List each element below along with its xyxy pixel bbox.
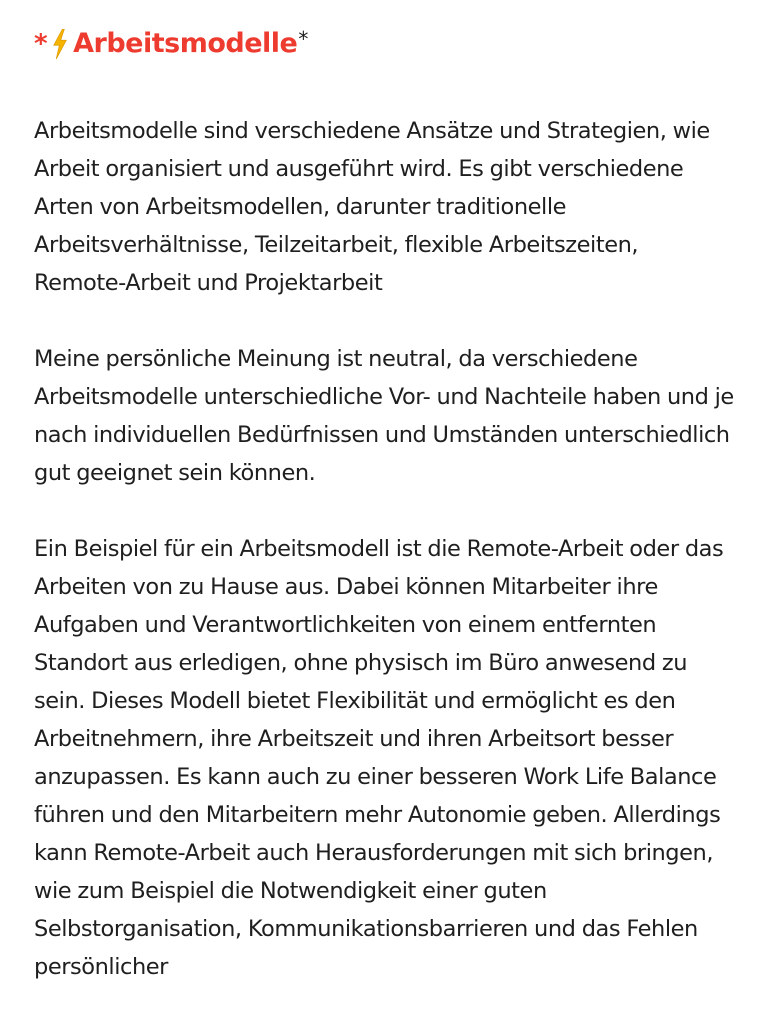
heading [34, 24, 734, 64]
paragraph-example: Ein Beispiel für ein Arbeitsmodell ist die Remote-Arbeit oder das Arbeiten von zu Hause aus. Dabei können Mitarbeiter ihre Aufgaben und Verantwortlichkeiten von einem entfernten Standort aus erledigen, ohne physisch im Büro anwesend zu sein. Dieses Modell bietet Flexibilität und ermöglicht es den Arbeitnehmern, ihre Arbeitszeit und ihren Arbeitsort besser anzupassen. Es kann auch zu einer besseren Work Life Balance führen und den Mitarbeitern mehr Autonomie geben. Allerdings kann Remote-Arbeit auch Herausforderungen mit sich bringen, wie zum Beispiel die Notwendigkeit einer guten Selbstorganisation, Kommunikationsbarrieren und das Fehlen persönlicher [34, 536, 724, 980]
lightning-bolt-icon [51, 24, 69, 64]
paragraph-opinion: Meine persönliche Meinung ist neutral, da verschiedene Arbeitsmodelle unterschiedliche Vor- und Nachteile haben und je nach individuellen Bedürfnissen und Umständen unterschiedlich gut geeignet sein können. [34, 346, 734, 486]
heading-prefix: * [34, 29, 48, 59]
heading-suffix: * [298, 27, 308, 51]
heading-title: Arbeitsmodelle [73, 28, 298, 59]
paragraph-definition: Arbeitsmodelle sind verschiedene Ansätze und Strategien, wie Arbeit organisiert und ausgeführt wird. Es gibt verschiedene Arten von Arbeitsmodellen, darunter traditionelle Arbeitsverhältnisse, Teilzeitarbeit, flexible Arbeitszeiten, Remote-Arbeit und Projektarbeit [34, 118, 710, 296]
